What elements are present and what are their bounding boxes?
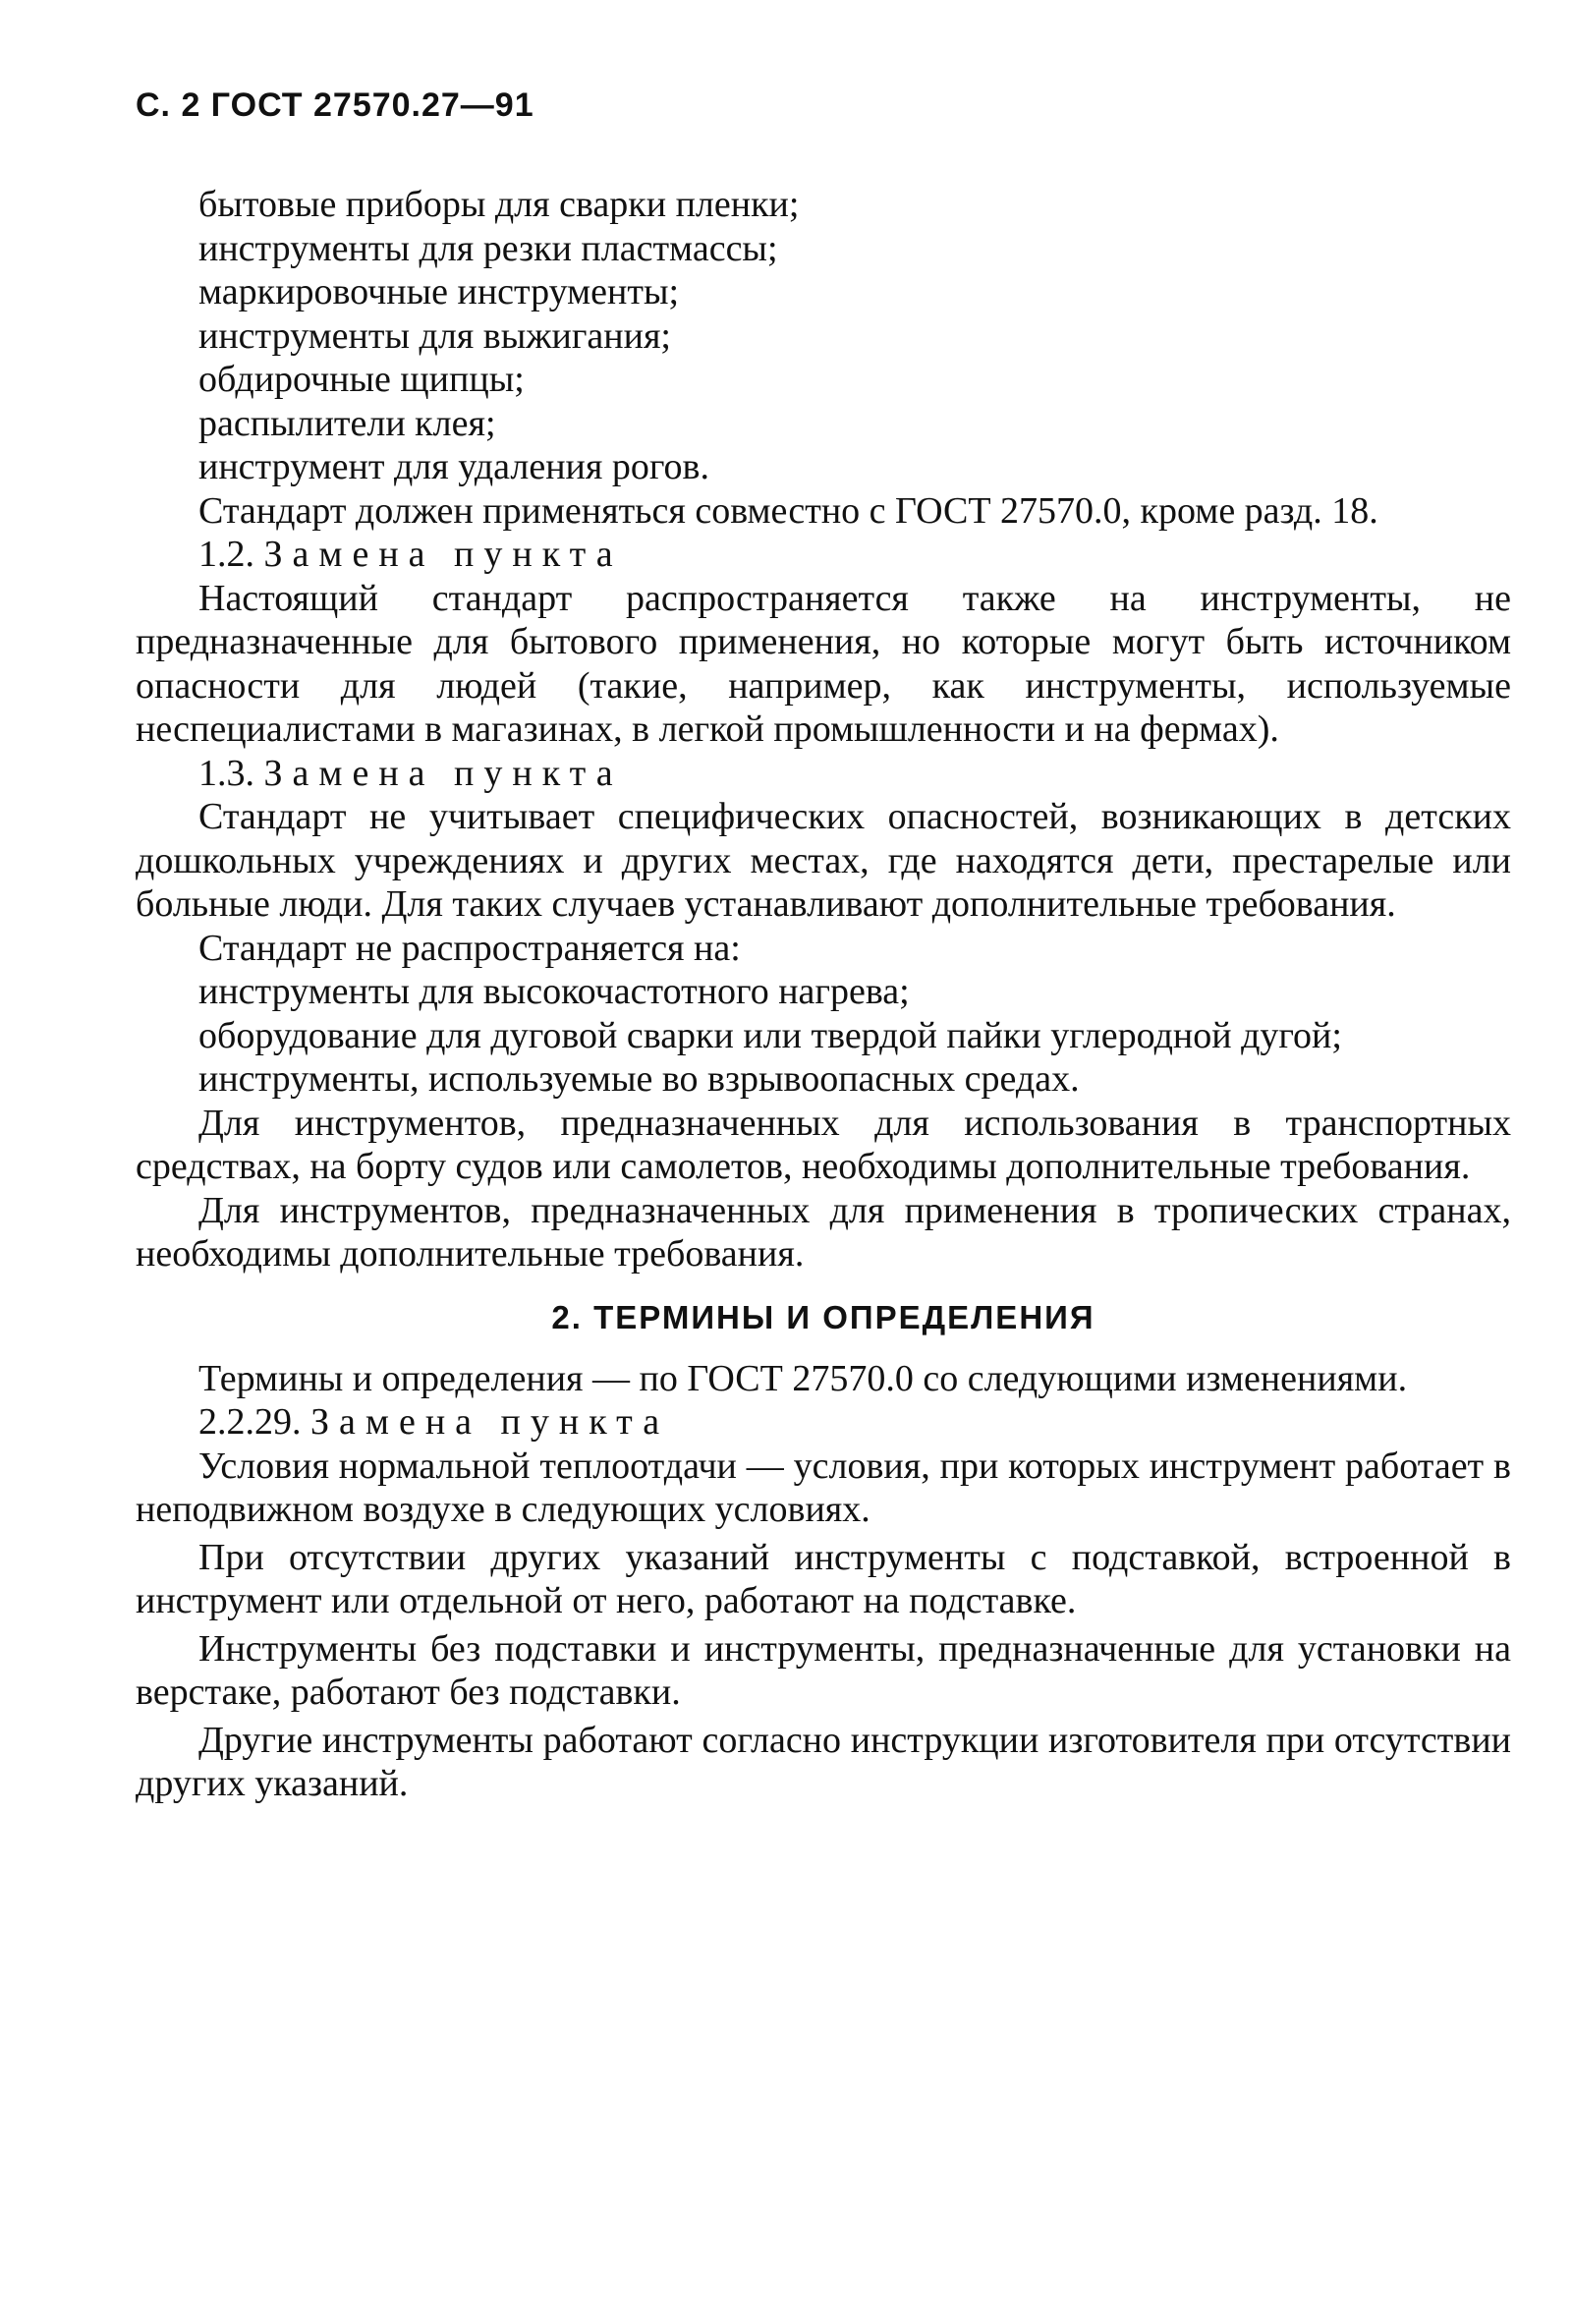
standard-gost-paragraph: Стандарт должен применяться совместно с ГОСТ 27570.0, кроме разд. 18.: [198, 489, 1378, 532]
clause-number: 1.2.: [198, 534, 254, 575]
clause-2-2-29-heading: [136, 1400, 1511, 1445]
scope-list-item: инструменты для резки пластмассы;: [198, 227, 778, 269]
clause-number: 2.2.29.: [198, 1401, 302, 1443]
clause-title: Замена пункта: [263, 752, 623, 794]
scope-list-item: инструменты для выжигания;: [198, 314, 671, 357]
section-2-heading: 2. ТЕРМИНЫ И ОПРЕДЕЛЕНИЯ: [551, 1298, 1095, 1335]
not-applicable-item: инструменты, используемые во взрывоопасных средах.: [198, 1058, 1080, 1100]
clause-1-3-text: Стандарт не учитывает специфических опасностей, возникающих в детских дошкольных учреждениях и других местах, где находятся дети, престарелые или больные люди. Для таких случаев устанавливают дополнительные требования.: [136, 796, 1511, 925]
scope-list-item: обдирочные щипцы;: [198, 359, 525, 400]
running-header: С. 2 ГОСТ 27570.27—91: [136, 86, 534, 124]
tropics-paragraph: Для инструментов, предназначенных для применения в тропических странах, необходимы дополнительные требования.: [136, 1189, 1511, 1275]
clause-2-2-29-text: Условия нормальной теплоотдачи — условия, при которых инструмент работает в неподвижном воздухе в следующих условиях.: [136, 1445, 1511, 1530]
terms-intro: Термины и определения — по ГОСТ 27570.0 со следующими изменениями.: [198, 1357, 1408, 1399]
scope-list: [136, 183, 1511, 489]
clause-title: Замена пункта: [310, 1401, 670, 1443]
clause-title: Замена пункта: [263, 534, 623, 575]
not-applicable-item: инструменты для высокочастотного нагрева;: [198, 971, 910, 1012]
clause-2-2-29-paragraph: Инструменты без подставки и инструменты, предназначенные для установки на верстаке, работают без подставки.: [136, 1627, 1511, 1713]
clause-2-2-29-paragraph: Другие инструменты работают согласно инструкции изготовителя при отсутствии других указаний.: [136, 1719, 1511, 1804]
scope-list-item: распылители клея;: [198, 402, 496, 444]
scope-list-item: бытовые приборы для сварки пленки;: [198, 184, 800, 225]
clause-1-2-text: Настоящий стандарт распространяется также на инструменты, не предназначенные для бытового применения, но которые могут быть источником опасности для людей (такие, например, как инструменты, используемые неспециалистами в магазинах, в легкой промышленности и на фермах).: [136, 577, 1511, 750]
scope-list-item: инструмент для удаления рогов.: [198, 446, 709, 487]
clause-1-2-heading: [136, 533, 1511, 577]
clause-number: 1.3.: [198, 752, 254, 794]
scope-list-item: маркировочные инструменты;: [198, 271, 680, 312]
document-body: [136, 183, 1511, 1806]
clause-2-2-29-paragraph: При отсутствии других указаний инструменты с подставкой, встроенной в инструмент или отдельной от него, работают на подставке.: [136, 1536, 1511, 1621]
not-applicable-item: оборудование для дуговой сварки или твердой пайки углеродной дугой;: [198, 1014, 1342, 1056]
transport-paragraph: Для инструментов, предназначенных для использования в транспортных средствах, на борту судов или самолетов, необходимы дополнительные требования.: [136, 1102, 1511, 1187]
not-applicable-intro: Стандарт не распространяется на:: [198, 927, 741, 969]
clause-1-3-heading: [136, 752, 1511, 796]
